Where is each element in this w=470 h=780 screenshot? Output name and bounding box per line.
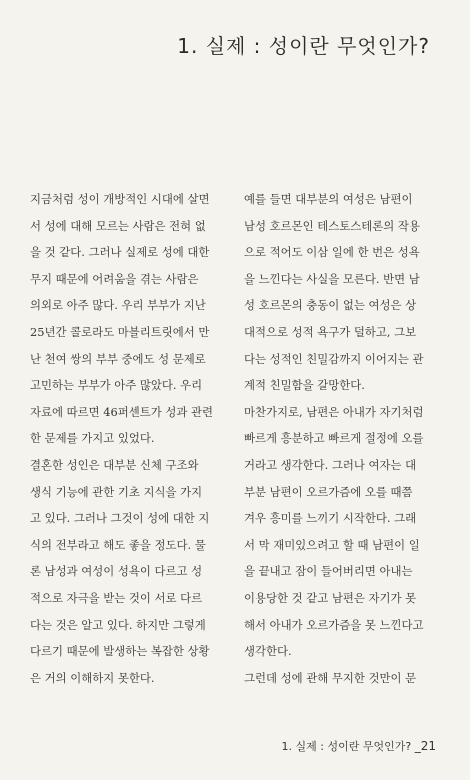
text-line: 생식 기능에 관한 기초 지식을 가지 <box>30 484 203 499</box>
text-line: 다르기 때문에 발생하는 복잡한 상황 <box>30 644 210 659</box>
text-line: 해서 아내가 오르가즘을 못 느낀다고 <box>244 617 424 632</box>
text-line: 서 성에 대해 모르는 사람은 전혀 없 <box>30 218 206 233</box>
text-line: 식의 전부라고 해도 좋을 정도다. 물 <box>30 537 206 552</box>
text-line: 결혼한 성인은 대부분 신체 구조와 <box>30 457 199 472</box>
text-line: 마찬가지로, 남편은 아내가 자기처럼 <box>244 404 424 419</box>
text-line: 지금처럼 성이 개방적인 시대에 살면 <box>30 192 210 206</box>
text-line: 무지 때문에 어려움을 겪는 사람은 <box>30 271 199 286</box>
text-line: 그런데 성에 관해 무지한 것만이 문 <box>244 670 417 685</box>
text-line: 을 느낀다는 사실을 모른다. 반면 남 <box>244 271 420 286</box>
page-number: _21 <box>414 739 436 753</box>
text-line: 은 거의 이해하지 못한다. <box>30 670 155 685</box>
text-line: 겨우 흥미를 느끼기 시작한다. 그래 <box>244 511 417 526</box>
text-line: 예를 들면 대부분의 여성은 남편이 <box>244 192 413 206</box>
text-line: 다는 성적인 친밀감까지 이어지는 관 <box>244 351 424 366</box>
text-line: 적으로 자극을 받는 것이 서로 다르 <box>30 590 203 605</box>
text-line: 거라고 생각한다. 그러나 여자는 대 <box>244 457 417 472</box>
text-line: 다는 것은 알고 있다. 하지만 그렇게 <box>30 617 206 632</box>
text-line: 론 남성과 여성이 성욕이 다르고 성 <box>30 564 203 579</box>
text-line: 빠르게 흥분하고 빠르게 절정에 오를 <box>244 431 424 446</box>
text-line: 부분 남편이 오르가즘에 오를 때쯤 <box>244 484 413 499</box>
text-line: 서 막 재미있으려고 할 때 남편이 일 <box>244 537 420 552</box>
running-head: 1. 실제 : 성이란 무엇인가? <box>281 740 412 753</box>
text-line: 자료에 따르면 46퍼센트가 성과 관련 <box>30 404 214 419</box>
text-line: 난 천여 쌍의 부부 중에도 성 문제로 <box>30 351 206 366</box>
text-line: 대적으로 성적 욕구가 덜하고, 그보 <box>244 324 417 339</box>
body-column-left <box>30 186 228 691</box>
text-line: 계적 친밀함을 갈망한다. <box>244 378 365 393</box>
text-line: 고 있다. 그러나 그것이 성에 대한 지 <box>30 511 210 526</box>
text-line: 으로 적어도 이삼 일에 한 번은 성욕 <box>244 245 420 260</box>
text-line: 25년간 콜로라도 마블리트릿에서 만 <box>30 324 210 339</box>
text-line: 고민하는 부부가 아주 많았다. 우리 <box>30 378 203 393</box>
text-line: 성 호르몬의 충동이 없는 여성은 상 <box>244 298 417 313</box>
text-line: 의외로 아주 많다. 우리 부부가 지난 <box>30 298 206 313</box>
text-line: 한 문제를 가지고 있었다. <box>30 431 155 446</box>
text-line: 생각한다. <box>244 644 292 659</box>
chapter-title: 1. 실제 : 성이란 무엇인가? <box>177 34 430 58</box>
text-line: 이용당한 것 같고 남편은 자기가 못 <box>244 590 417 605</box>
text-line: 을 것 같다. 그러나 실제로 성에 대한 <box>30 245 210 260</box>
text-line: 을 끝내고 잠이 들어버리면 아내는 <box>244 564 413 579</box>
text-line: 남성 호르몬인 테스토스테론의 작용 <box>244 218 420 233</box>
body-column-right <box>244 186 443 691</box>
page-footer <box>282 738 436 754</box>
